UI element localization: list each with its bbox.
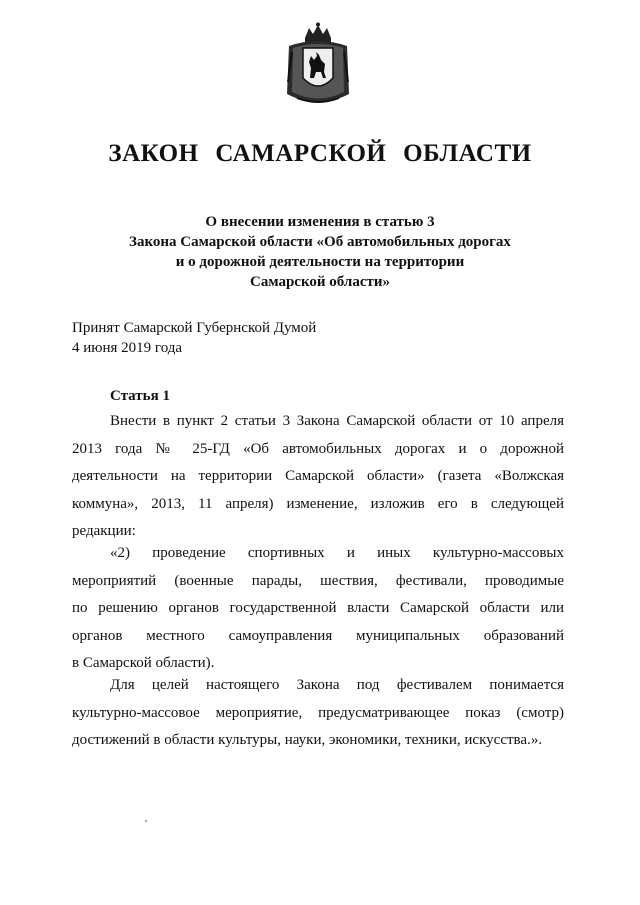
- text-line: коммуна», 2013, 11 апреля) изменение, изложив его в следующей: [72, 495, 564, 512]
- subject-line: О внесении изменения в статью 3: [205, 214, 435, 230]
- law-title: ЗАКОН САМАРСКОЙ ОБЛАСТИ: [108, 140, 532, 167]
- article-paragraph-3: [72, 672, 564, 755]
- article-paragraph-1: [72, 408, 564, 546]
- text-line: мероприятий (военные парады, шествия, фестивали, проводимые: [72, 572, 564, 589]
- subject-line: Самарской области»: [250, 274, 390, 290]
- article-paragraph-2: [72, 540, 564, 678]
- text-line: «2) проведение спортивных и иных культурно-массовых: [110, 545, 564, 561]
- text-line: в Самарской области).: [72, 655, 215, 671]
- text-line: культурно-массовое мероприятие, предусматривающее показ (смотр): [72, 704, 564, 721]
- text-line: Для целей настоящего Закона под фестивалем понимается: [110, 677, 564, 693]
- text-line: по решению органов государственной власти Самарской области или: [72, 600, 564, 616]
- text-line: органов местного самоуправления муниципальных образований: [72, 627, 564, 644]
- adoption-line: Принят Самарской Губернской Думой: [72, 320, 317, 336]
- text-line: деятельности на территории Самарской области» (газета «Волжская: [72, 468, 564, 484]
- subject-line: Закона Самарской области «Об автомобильных дорогах: [129, 234, 511, 250]
- text-line: достижений в области культуры, науки, экономики, техники, искусства.».: [72, 732, 543, 748]
- text-line: редакции:: [72, 523, 136, 539]
- adoption-date: 4 июня 2019 года: [72, 340, 183, 356]
- text-line: Внести в пункт 2 статьи 3 Закона Самарской области от 10 апреля: [110, 413, 564, 429]
- coat-of-arms-icon: [283, 22, 353, 110]
- adoption-note: [72, 318, 316, 358]
- law-subject: [0, 212, 640, 292]
- text-line: 2013 года № 25-ГД «Об автомобильных дорогах и о дорожной: [72, 440, 564, 457]
- subject-line: и о дорожной деятельности на территории: [175, 254, 465, 270]
- article-title: Статья 1: [110, 388, 170, 404]
- scan-speck: [145, 820, 147, 822]
